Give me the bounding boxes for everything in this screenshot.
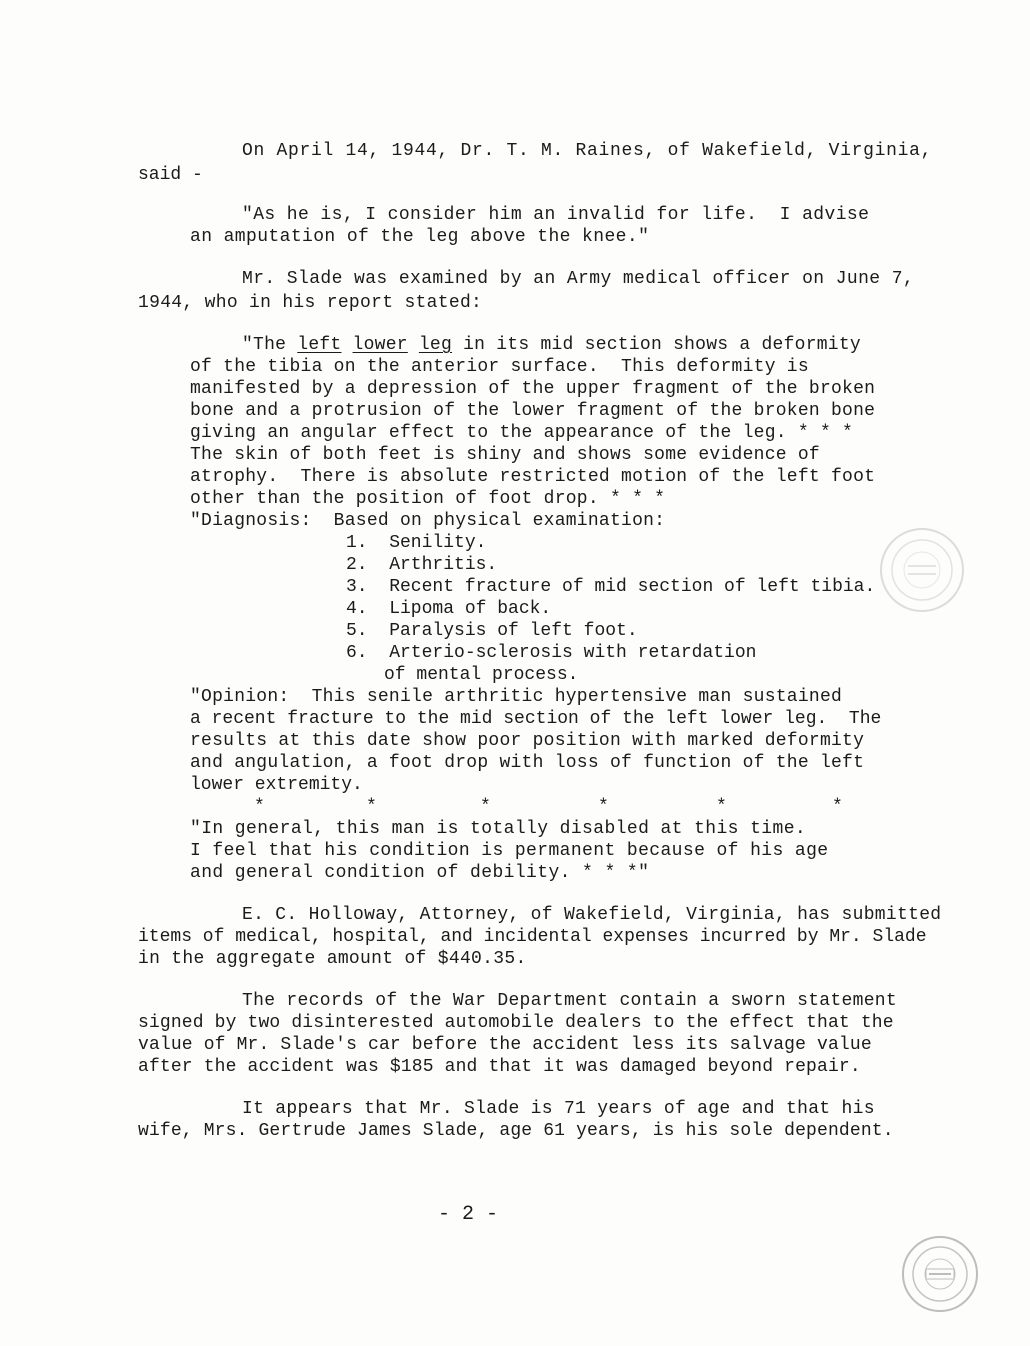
diagnosis-item: 6. Arterio-sclerosis with retardation	[346, 643, 757, 663]
diagnosis-item: 5. Paralysis of left foot.	[346, 621, 638, 641]
underlined-lower: lower	[352, 335, 408, 355]
age-line-1: It appears that Mr. Slade is 71 years of age and that his	[242, 1099, 875, 1119]
report-line-8: other than the position of foot drop. * * *	[190, 489, 666, 509]
report-line-4: bone and a protrusion of the lower fragment of the broken bone	[190, 401, 876, 421]
age-line-2: wife, Mrs. Gertrude James Slade, age 61 years, is his sole dependent.	[138, 1121, 894, 1141]
holloway-line-2: items of medical, hospital, and incidental expenses incurred by Mr. Slade	[138, 927, 927, 947]
general-line-2: I feel that his condition is permanent because of his age	[190, 841, 829, 861]
opinion-line-4: and angulation, a foot drop with loss of function of the left	[190, 753, 865, 773]
raines-intro-line-1: On April 14, 1944, Dr. T. M. Raines, of Wakefield, Virginia,	[242, 141, 933, 161]
report-line-7: atrophy. There is absolute restricted motion of the left foot	[190, 467, 876, 487]
report-line-1: "The left lower leg in its mid section shows a deformity	[242, 335, 861, 355]
raines-quote-line-1: "As he is, I consider him an invalid for life. I advise	[242, 205, 870, 225]
report-line-2: of the tibia on the anterior surface. This deformity is	[190, 357, 809, 377]
records-line-1: The records of the War Department contain a sworn statement	[242, 991, 898, 1011]
library-stamp-faint	[880, 528, 964, 612]
opinion-line-5: lower extremity.	[190, 775, 363, 795]
diagnosis-header: "Diagnosis: Based on physical examination:	[190, 511, 666, 531]
asterisk: *	[832, 797, 843, 817]
diagnosis-item: 3. Recent fracture of mid section of left tibia.	[346, 577, 876, 597]
library-stamp	[902, 1236, 978, 1312]
seal-icon	[882, 530, 962, 610]
seal-icon	[904, 1238, 976, 1310]
diagnosis-item: 2. Arthritis.	[346, 555, 498, 575]
slade-exam-line-2: 1944, who in his report stated:	[138, 293, 483, 313]
diagnosis-item: 4. Lipoma of back.	[346, 599, 552, 619]
records-line-4: after the accident was $185 and that it was damaged beyond repair.	[138, 1057, 861, 1077]
holloway-line-3: in the aggregate amount of $440.35.	[138, 949, 527, 969]
raines-intro-line-2: said -	[138, 165, 203, 185]
asterisk: *	[716, 797, 727, 817]
underlined-left: left	[297, 335, 342, 355]
opinion-line-1: "Opinion: This senile arthritic hypertensive man sustained	[190, 687, 843, 707]
diagnosis-item: 1. Senility.	[346, 533, 487, 553]
records-line-2: signed by two disinterested automobile dealers to the effect that the	[138, 1013, 894, 1033]
asterisk: *	[480, 797, 491, 817]
records-line-3: value of Mr. Slade's car before the accident less its salvage value	[138, 1035, 872, 1055]
general-line-3: and general condition of debility. * * *"	[190, 863, 650, 883]
asterisk: *	[254, 797, 265, 817]
page-number: - 2 -	[438, 1203, 499, 1226]
asterisk: *	[598, 797, 609, 817]
report-line-5: giving an angular effect to the appearance of the leg. * * *	[190, 423, 854, 443]
diagnosis-item-continuation: of mental process.	[384, 665, 579, 685]
general-line-1: "In general, this man is totally disabled at this time.	[190, 819, 807, 839]
underlined-leg: leg	[418, 335, 453, 355]
asterisk: *	[366, 797, 377, 817]
report-line-3: manifested by a depression of the upper fragment of the broken	[190, 379, 876, 399]
holloway-line-1: E. C. Holloway, Attorney, of Wakefield, Virginia, has submitted	[242, 905, 942, 925]
report-line-6: The skin of both feet is shiny and shows some evidence of	[190, 445, 820, 465]
opinion-line-2: a recent fracture to the mid section of the left lower leg. The	[190, 709, 882, 729]
raines-quote-line-2: an amputation of the leg above the knee."	[190, 227, 650, 247]
opinion-line-3: results at this date show poor position with marked deformity	[190, 731, 865, 751]
slade-exam-line-1: Mr. Slade was examined by an Army medical officer on June 7,	[242, 269, 915, 289]
